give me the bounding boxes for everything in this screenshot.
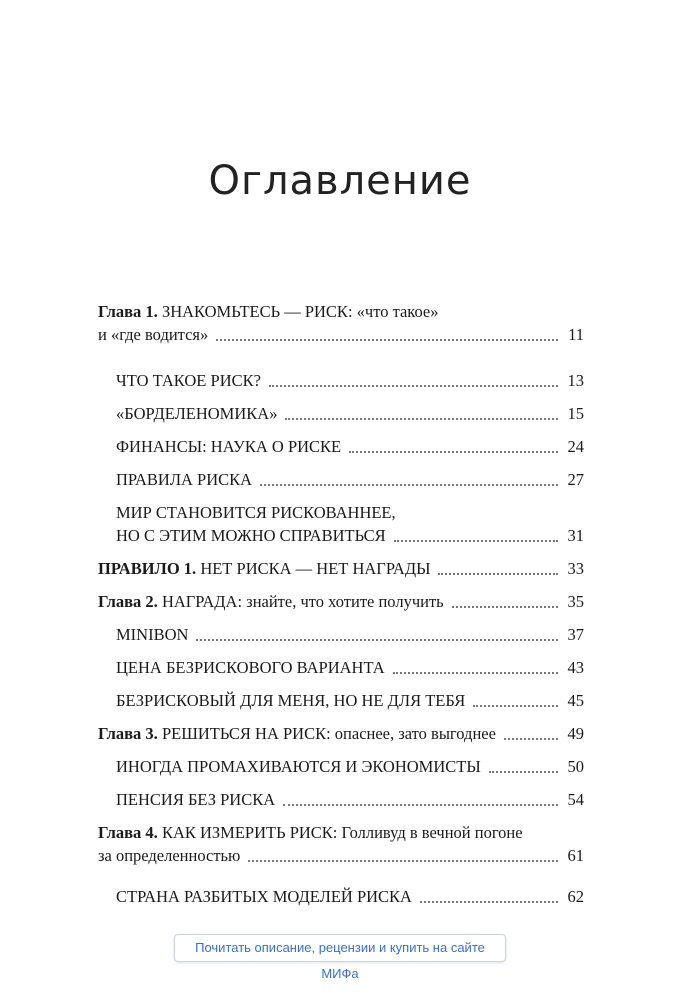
toc-entry-section[interactable] xyxy=(98,435,584,468)
toc-entry-chapter-1[interactable] xyxy=(98,300,584,369)
toc-line xyxy=(98,590,584,613)
section-title: ПРАВИЛА РИСКА xyxy=(116,470,253,489)
toc-line xyxy=(116,435,584,458)
toc-line xyxy=(116,689,584,712)
toc-entry-chapter-2[interactable] xyxy=(98,590,584,623)
dot-leader xyxy=(420,901,558,903)
toc-entry-chapter-4[interactable] xyxy=(98,821,584,879)
toc-entry-section[interactable] xyxy=(98,468,584,501)
chapter-prefix: Глава 3. xyxy=(98,724,158,743)
chapter-prefix: ПРАВИЛО 1. xyxy=(98,559,197,578)
page-title: Оглавление xyxy=(208,158,472,204)
page-number: 43 xyxy=(567,658,584,677)
dot-leader xyxy=(504,738,558,740)
toc-line xyxy=(116,369,584,392)
section-title: БЕЗРИСКОВЫЙ ДЛЯ МЕНЯ, НО НЕ ДЛЯ ТЕБЯ xyxy=(116,691,466,710)
toc-entry-rule-1[interactable] xyxy=(98,557,584,590)
entry-text xyxy=(98,557,430,580)
dot-leader xyxy=(196,639,558,641)
toc-entry-section[interactable] xyxy=(98,623,584,656)
entry-text xyxy=(98,722,496,745)
toc-entry-section[interactable] xyxy=(98,501,584,557)
page-number: 50 xyxy=(567,757,584,776)
toc-line xyxy=(116,788,584,811)
toc-entry-section[interactable] xyxy=(98,656,584,689)
section-title: «БОРДЕЛЕНОМИКА» xyxy=(116,404,278,423)
table-of-contents xyxy=(98,300,584,918)
toc-entry-section[interactable] xyxy=(98,755,584,788)
dot-leader xyxy=(394,540,558,542)
toc-entry-chapter-3[interactable] xyxy=(98,722,584,755)
page-number: 15 xyxy=(567,404,584,423)
toc-entry-last-line xyxy=(98,844,584,867)
page-number: 11 xyxy=(568,325,584,344)
toc-line xyxy=(116,656,584,679)
toc-entry-last-line xyxy=(98,323,584,346)
page-number: 31 xyxy=(567,526,584,545)
toc-line xyxy=(116,885,584,908)
dot-leader xyxy=(269,385,558,387)
page-number: 49 xyxy=(567,724,584,743)
section-title: ПЕНСИЯ БЕЗ РИСКА xyxy=(116,790,276,809)
buy-on-mif-link[interactable]: Почитать описание, рецензии и купить на сайте МИФа xyxy=(174,934,506,962)
chapter-title: НАГРАДА: знайте, что хотите получить xyxy=(161,592,444,611)
chapter-title-line2: и «где водится» xyxy=(98,325,209,344)
section-title: ЧТО ТАКОЕ РИСК? xyxy=(116,371,261,390)
toc-line xyxy=(98,557,584,580)
chapter-title-line1: КАК ИЗМЕРИТЬ РИСК: Голливуд в вечной погоне xyxy=(161,823,523,842)
entry-text xyxy=(98,590,444,613)
page-number: 54 xyxy=(567,790,584,809)
page-number: 13 xyxy=(567,371,584,390)
toc-line xyxy=(116,755,584,778)
toc-entry-first-line xyxy=(98,821,584,844)
page-number: 61 xyxy=(567,846,584,865)
dot-leader xyxy=(452,606,558,608)
toc-line xyxy=(116,402,584,425)
toc-line xyxy=(98,722,584,745)
page-number: 33 xyxy=(567,559,584,578)
section-title: СТРАНА РАЗБИТЫХ МОДЕЛЕЙ РИСКА xyxy=(116,887,412,906)
toc-line xyxy=(116,623,584,646)
chapter-title: РЕШИТЬСЯ НА РИСК: опаснее, зато выгоднее xyxy=(161,724,496,743)
page-number: 37 xyxy=(567,625,584,644)
dot-leader xyxy=(349,451,558,453)
toc-entry-section[interactable] xyxy=(98,788,584,821)
chapter-title-line1: ЗНАКОМЬТЕСЬ — РИСК: «что такое» xyxy=(161,302,439,321)
dot-leader xyxy=(216,339,558,341)
chapter-title: НЕТ РИСКА — НЕТ НАГРАДЫ xyxy=(200,559,431,578)
page-number: 27 xyxy=(567,470,584,489)
dot-leader xyxy=(393,672,558,674)
page-number: 62 xyxy=(567,887,584,906)
section-title: ИНОГДА ПРОМАХИВАЮТСЯ И ЭКОНОМИСТЫ xyxy=(116,757,481,776)
page-number: 45 xyxy=(567,691,584,710)
toc-entry-section[interactable] xyxy=(98,402,584,435)
toc-entry-section[interactable] xyxy=(98,689,584,722)
toc-entry-section[interactable] xyxy=(98,369,584,402)
toc-entry-section[interactable] xyxy=(98,885,584,918)
page-number: 24 xyxy=(567,437,584,456)
section-title: ЦЕНА БЕЗРИСКОВОГО ВАРИАНТА xyxy=(116,658,385,677)
chapter-prefix: Глава 4. xyxy=(98,823,158,842)
dot-leader xyxy=(260,484,558,486)
toc-line xyxy=(116,524,584,547)
section-title-line1: МИР СТАНОВИТСЯ РИСКОВАННЕЕ, xyxy=(116,503,396,522)
chapter-title-line2: за определенностью xyxy=(98,846,241,865)
dot-leader xyxy=(248,860,558,862)
dot-leader xyxy=(438,573,558,575)
section-title-line2: НО С ЭТИМ МОЖНО СПРАВИТЬСЯ xyxy=(116,526,386,545)
toc-line xyxy=(116,468,584,491)
section-title: MINIBON xyxy=(116,625,189,644)
chapter-prefix: Глава 1. xyxy=(98,302,158,321)
dot-leader xyxy=(283,804,558,806)
dot-leader xyxy=(473,705,558,707)
dot-leader xyxy=(489,771,558,773)
dot-leader xyxy=(285,418,558,420)
section-title: ФИНАНСЫ: НАУКА О РИСКЕ xyxy=(116,437,342,456)
page-number: 35 xyxy=(567,592,584,611)
toc-entry-first-line xyxy=(98,300,584,323)
chapter-prefix: Глава 2. xyxy=(98,592,158,611)
